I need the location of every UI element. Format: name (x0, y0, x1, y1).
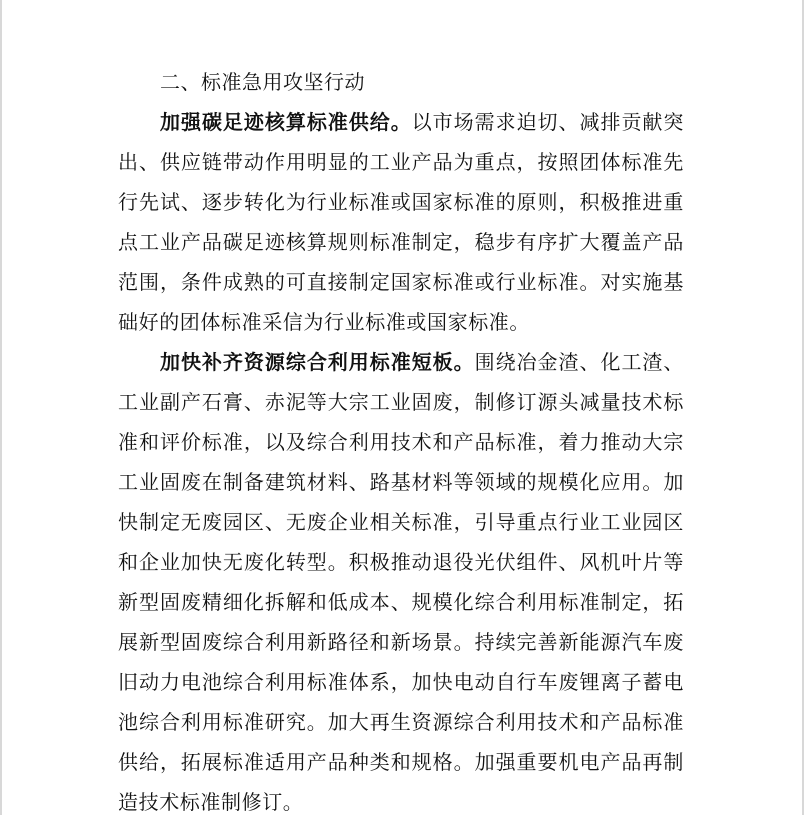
section-heading: 二、标准急用攻坚行动 (160, 70, 365, 94)
document-body (118, 62, 684, 815)
paragraph-carbon-footprint (118, 102, 684, 342)
paragraph-lead: 加强碳足迹核算标准供给。 (160, 110, 412, 134)
paragraph-text: 以市场需求迫切、减排贡献突出、供应链带动作用明显的工业产品为重点，按照团体标准先行先试、逐步转化为行业标准或国家标准的原则，积极推进重点工业产品碳足迹核算规则标准制定，稳步有序扩大覆盖产品范围，条件成熟的可直接制定国家标准或行业标准。对实施基础好的团体标准采信为行业标准或国家标准。 (118, 110, 684, 334)
page-edge-left (0, 0, 2, 815)
paragraph-text: 围绕冶金渣、化工渣、工业副产石膏、赤泥等大宗工业固废，制修订源头减量技术标准和评价标准，以及综合利用技术和产品标准，着力推动大宗工业固废在制备建筑材料、路基材料等领域的规模化应用。加快制定无废园区、无废企业相关标准，引导重点行业工业园区和企业加快无废化转型。积极推动退役光伏组件、风机叶片等新型固废精细化拆解和低成本、规模化综合利用标准制定，拓展新型固废综合利用新路径和新场景。持续完善新能源汽车废旧动力电池综合利用标准体系，加快电动自行车废锂离子蓄电池综合利用标准研究。加大再生资源综合利用技术和产品标准供给，拓展标准适用产品种类和规格。加强重要机电产品再制造技术标准制修订。 (118, 350, 684, 814)
paragraph-lead: 加快补齐资源综合利用标准短板。 (160, 350, 475, 374)
paragraph-resource-utilization (118, 342, 684, 815)
